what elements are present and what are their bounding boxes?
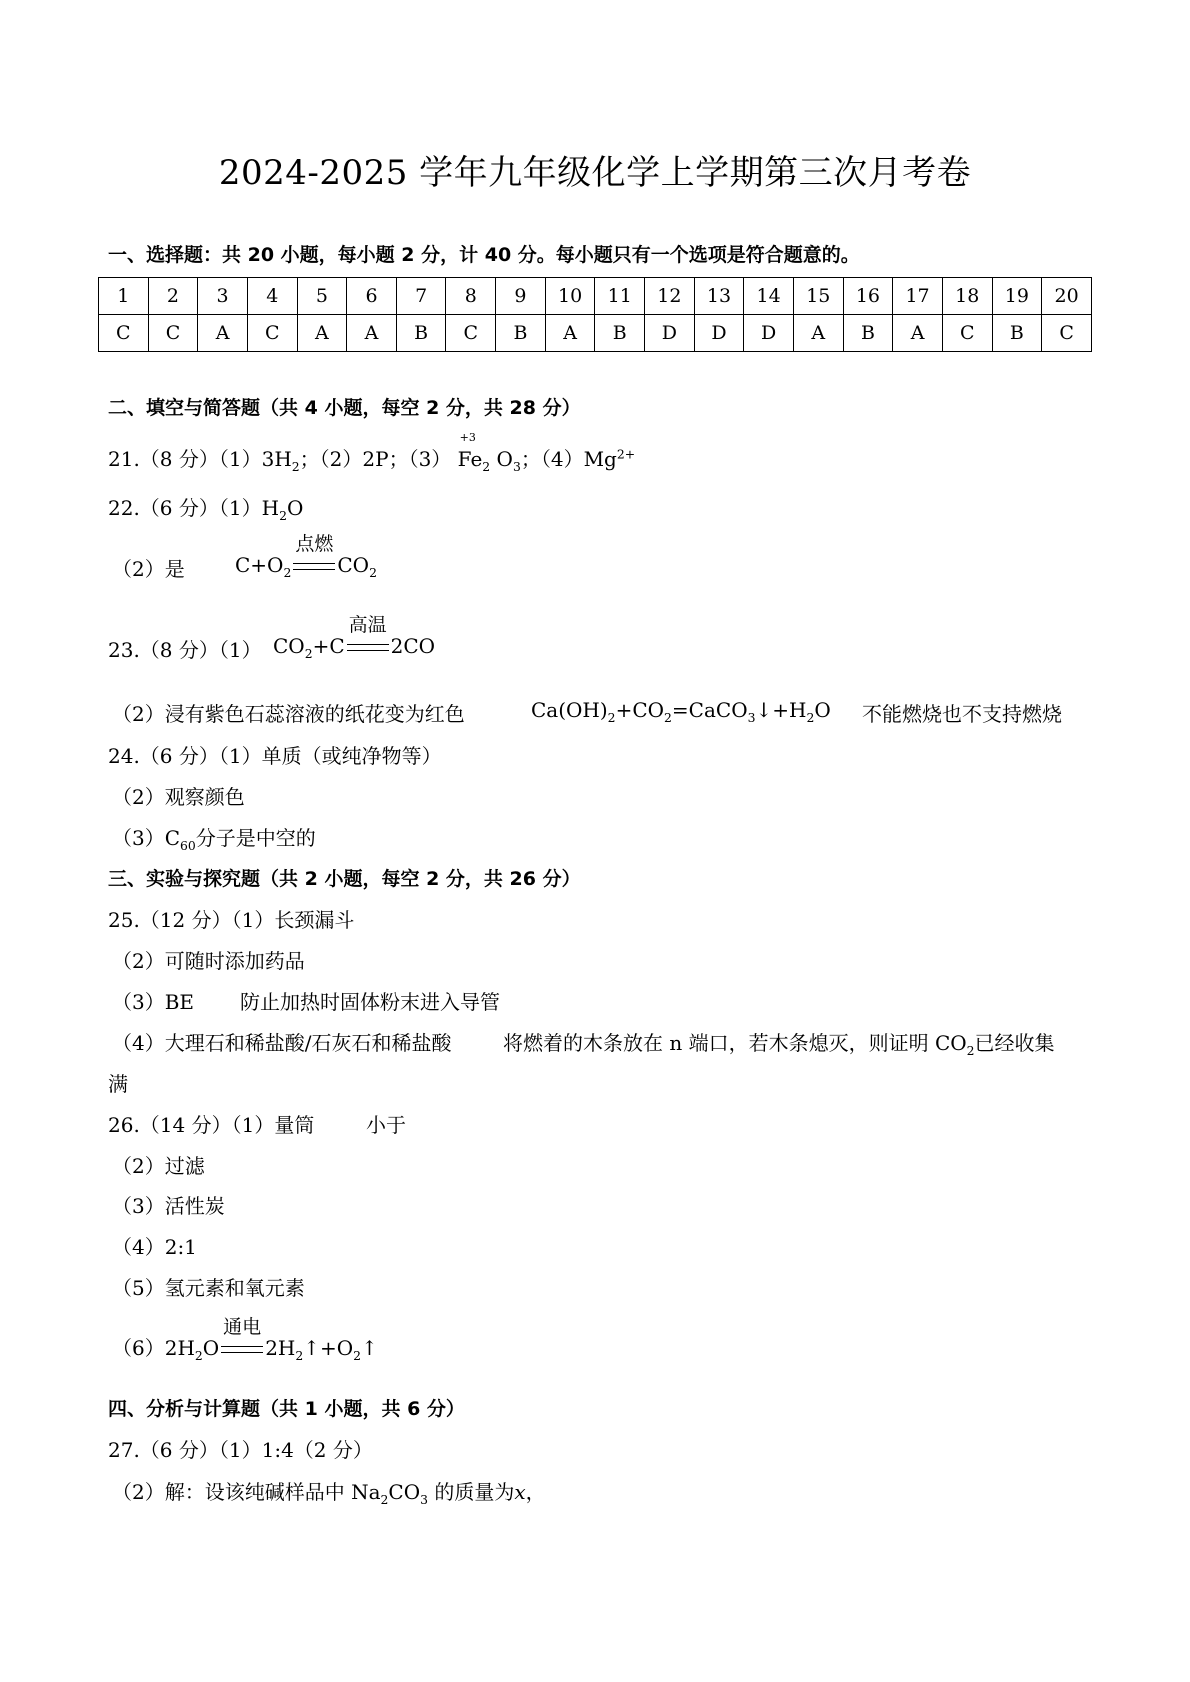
answer-cell: A [347,315,397,352]
q23-equation: $CO_2+C$ 高温 2CO [273,614,436,661]
question-number-cell: 12 [645,278,695,315]
question-number-cell: 13 [694,278,744,315]
answer-table [98,277,1092,352]
q25-part2: （2）可随时添加药品 [112,949,305,973]
question-number-cell: 5 [297,278,347,315]
answer-cell: A [545,315,595,352]
question-number-cell: 15 [793,278,843,315]
q27-part1: 27.（6 分）（1）1:4（2 分） [108,1438,373,1462]
page-title: 2024-2025 学年九年级化学上学期第三次月考卷 [218,153,972,193]
q22-part1: 22.（6 分）$(1)H_2O$ [108,496,304,523]
question-number-cell: 1 [99,278,149,315]
question-number-cell: 16 [843,278,893,315]
answer-row [99,315,1092,352]
section2-heading: 二、填空与简答题（共 4 小题，每空 2 分，共 28 分） [108,397,581,419]
question-number-cell: 6 [347,278,397,315]
q27-part2: （2）解：设该纯碱样品中 $Na_2CO_3$ 的质量为x， [112,1480,546,1507]
answer-cell: C [446,315,496,352]
q24-part2: （2）观察颜色 [112,785,245,809]
question-number-cell: 11 [595,278,645,315]
question-number-cell: 3 [198,278,248,315]
q21-answer: 21.（8 分）$(1)3H_2$；（2）2P；（3） +3 $Fe_2$ $O_3$；$(4)Mg^{2+}$ [108,431,636,474]
question-number-cell: 10 [545,278,595,315]
question-number-cell: 17 [893,278,943,315]
q24-part1: 24.（6 分）（1）单质（或纯净物等） [108,744,442,768]
section3-heading: 三、实验与探究题（共 2 小题，每空 2 分，共 26 分） [108,868,581,890]
answer-cell: C [1042,315,1092,352]
q25-part4-continued: 满 [108,1072,128,1096]
q22-part2: （2）是 [112,557,185,581]
answer-cell: A [893,315,943,352]
q26-part1-b: 小于 [366,1113,406,1137]
q25-part1: 25.（12 分）（1）长颈漏斗 [108,908,355,932]
question-number-cell: 9 [496,278,546,315]
answer-cell: A [297,315,347,352]
question-number-cell: 7 [396,278,446,315]
q23-part2: （2）浸有紫色石蕊溶液的纸花变为红色 [112,702,465,726]
answer-cell: B [992,315,1042,352]
question-number-cell: 4 [247,278,297,315]
q26-part2: （2）过滤 [112,1154,205,1178]
q23-co2-property: 不能燃烧也不支持燃烧 [862,702,1062,726]
answer-cell: C [99,315,149,352]
answer-cell: B [595,315,645,352]
q26-part1: 26.（14 分）（1）量筒 [108,1113,315,1137]
question-number-cell: 20 [1042,278,1092,315]
answer-cell: C [247,315,297,352]
ferric-oxide-formula: +3 $Fe_2$ $O_3$ [457,431,521,474]
q24-part3: $(3)C_{60}$分子是中空的 [112,826,316,853]
q23-part1: 23.（8 分）（1） [108,638,262,662]
q26-part4: （4）2:1 [112,1235,197,1259]
question-number-cell: 8 [446,278,496,315]
q23-limewater-equation: $Ca(OH)_2+CO_2=CaCO_3↓+H_2O$ [531,698,831,725]
question-number-cell: 2 [148,278,198,315]
question-number-cell: 14 [744,278,794,315]
answer-cell: D [645,315,695,352]
answer-cell: B [843,315,893,352]
answer-cell: A [198,315,248,352]
answer-cell: A [793,315,843,352]
q25-part3: （3）BE [112,990,195,1014]
answer-cell: C [942,315,992,352]
q26-part5: （5）氢元素和氧元素 [112,1276,305,1300]
q22-equation: $C+O_2$ 点燃 $CO_2$ [235,533,377,580]
q26-part6-equation: $(6)2H_2O$ 通电 $2H_2↑+O_2↑$ [112,1316,378,1363]
q25-part4: （4）大理石和稀盐酸/石灰石和稀盐酸 [112,1031,452,1055]
answer-cell: B [496,315,546,352]
q25-part3-reason: 防止加热时固体粉末进入导管 [240,990,500,1014]
question-number-cell: 18 [942,278,992,315]
answer-cell: C [148,315,198,352]
answer-cell: D [694,315,744,352]
q25-part4-method: 将燃着的木条放在 n 端口，若木条熄灭，则证明 $CO_2$已经收集 [503,1031,1055,1058]
answer-cell: B [396,315,446,352]
section4-heading: 四、分析与计算题（共 1 小题，共 6 分） [108,1398,465,1420]
answer-cell: D [744,315,794,352]
question-number-row [99,278,1092,315]
section1-heading: 一、选择题：共 20 小题，每小题 2 分，计 40 分。每小题只有一个选项是符合题意的。 [108,244,860,266]
question-number-cell: 19 [992,278,1042,315]
q26-part3: （3）活性炭 [112,1194,225,1218]
